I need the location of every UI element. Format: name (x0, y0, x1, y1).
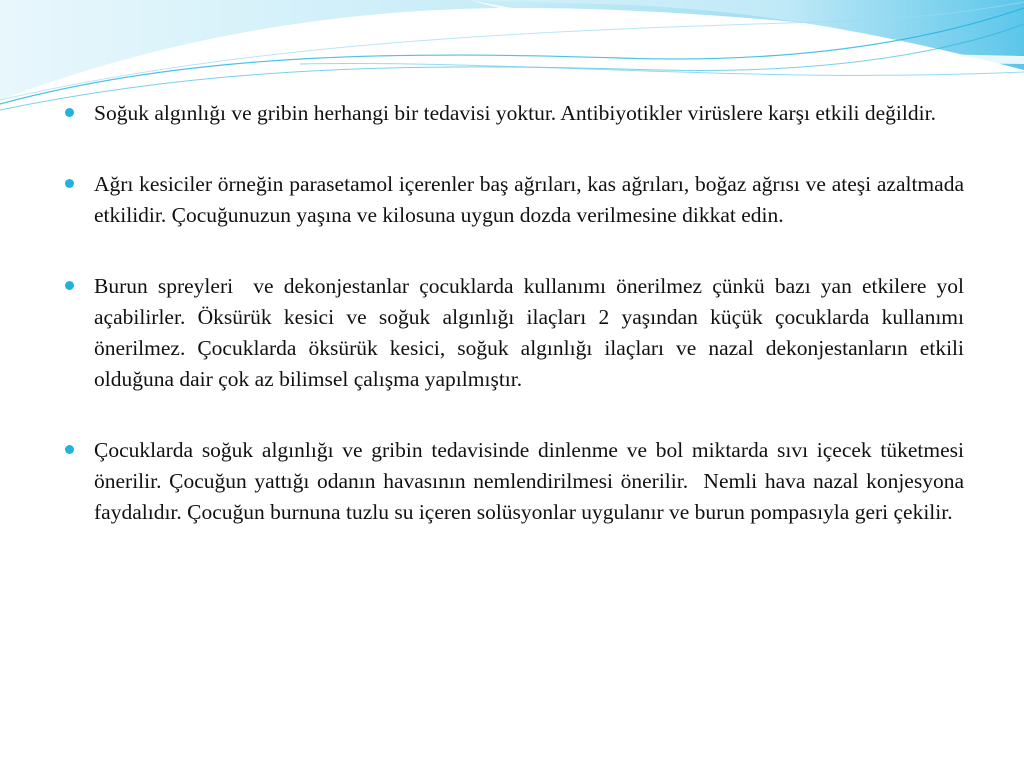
bullet-text: Ağrı kesiciler örneğin parasetamol içerenler baş ağrıları, kas ağrıları, boğaz ağrısı ve ateşi azaltmada etkilidir. Çocuğunuzun yaşına ve kilosuna uygun dozda verilmesine dikkat edin. (94, 172, 970, 227)
bullet-dot-icon (65, 108, 74, 117)
bullet-text: Çocuklarda soğuk algınlığı ve gribin tedavisinde dinlenme ve bol miktarda sıvı içecek tüketmesi önerilir. Çocuğun yattığı odanın havasının nemlendirilmesi önerilir. Nemli hava nazal konjesyona faydalıdır. Çocuğun burnuna tuzlu su içeren solüsyonlar uygulanır ve burun pompasıyla geri çekilir. (94, 438, 970, 524)
bullet-dot-icon (65, 445, 74, 454)
list-item (64, 98, 964, 129)
bullet-dot-icon (65, 281, 74, 290)
list-item (64, 435, 970, 528)
bullet-text: Burun spreyleri ve dekonjestanlar çocuklarda kullanımı önerilmez çünkü bazı yan etkilere yol açabilirler. Öksürük kesici ve soğuk algınlığı ilaçları 2 yaşından küçük çocuklarda kullanımı önerilmez. Çocuklarda öksürük kesici, soğuk algınlığı ilaçları ve nazal dekonjestanların etkili olduğuna dair çok az bilimsel çalışma yapılmıştır. (94, 274, 970, 391)
bullet-dot-icon (65, 179, 74, 188)
bullet-list (64, 98, 970, 568)
bullet-text: Soğuk algınlığı ve gribin herhangi bir tedavisi yoktur. Antibiyotikler virüslere karşı etkili değildir. (94, 101, 936, 125)
list-item (64, 271, 970, 395)
wave-line-3 (300, 64, 1024, 76)
list-item (64, 169, 970, 231)
